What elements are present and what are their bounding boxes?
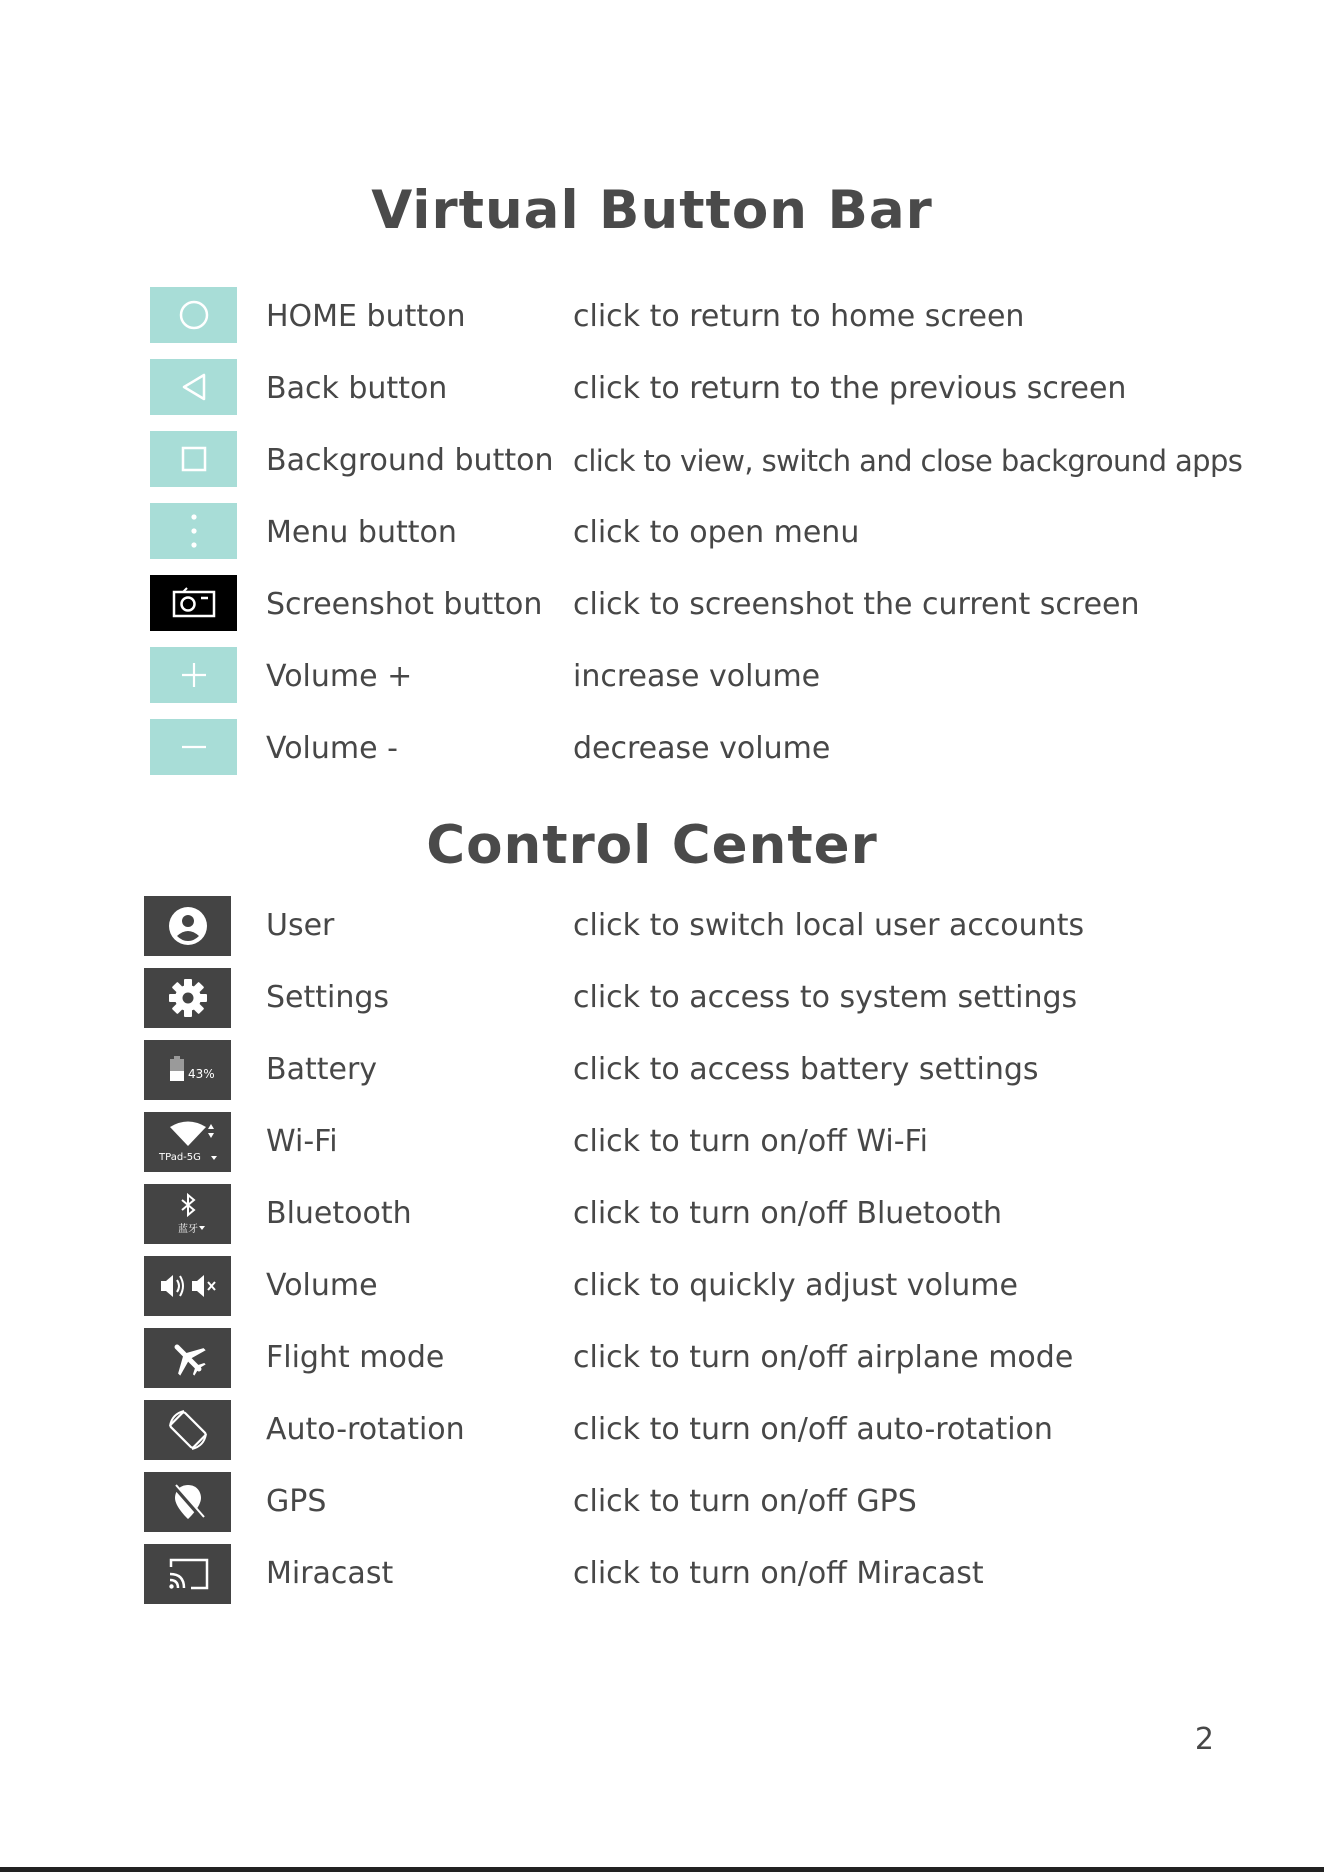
cc-name: User: [266, 908, 335, 943]
gear-icon[interactable]: [144, 968, 231, 1028]
cc-name: Wi-Fi: [266, 1124, 338, 1159]
vb-row-home: [0, 287, 1324, 347]
vb-desc: click to screenshot the current screen: [573, 587, 1140, 622]
cc-name: Volume: [266, 1268, 378, 1303]
wifi-icon[interactable]: [144, 1112, 231, 1172]
cc-name: Flight mode: [266, 1340, 445, 1375]
vb-row-background: [0, 431, 1324, 491]
rotation-icon[interactable]: [144, 1400, 231, 1460]
cc-desc: click to turn on/off GPS: [573, 1484, 917, 1519]
cc-row-miracast: [0, 1544, 1324, 1604]
battery-percent: 43%: [187, 1067, 215, 1081]
vb-desc: increase volume: [573, 659, 821, 694]
vb-name: Volume +: [266, 659, 413, 694]
user-icon[interactable]: [144, 896, 231, 956]
cc-row-auto-rotation: [0, 1400, 1324, 1460]
vb-name: Screenshot button: [266, 587, 543, 622]
triangle-back-icon[interactable]: [150, 359, 237, 415]
cc-name: GPS: [266, 1484, 327, 1519]
cc-row-volume: [0, 1256, 1324, 1316]
vb-desc: click to return to home screen: [573, 299, 1025, 334]
cast-icon[interactable]: [144, 1544, 231, 1604]
control-center-title: Control Center: [426, 815, 878, 876]
cc-row-settings: [0, 968, 1324, 1028]
vb-name: Volume -: [266, 731, 398, 766]
wifi-ssid: TPad-5G: [158, 1152, 201, 1163]
vb-desc: decrease volume: [573, 731, 831, 766]
cc-row-battery: [0, 1040, 1324, 1100]
vb-row-volume-up: [0, 647, 1324, 707]
cc-row-bluetooth: [0, 1184, 1324, 1244]
vb-name: Back button: [266, 371, 448, 406]
gps-off-icon[interactable]: [144, 1472, 231, 1532]
vb-desc: click to view, switch and close background apps: [573, 444, 1243, 478]
vb-name: Background button: [266, 443, 554, 478]
cc-desc: click to access to system settings: [573, 980, 1078, 1015]
cc-desc: click to turn on/off airplane mode: [573, 1340, 1074, 1375]
vb-desc: click to return to the previous screen: [573, 371, 1127, 406]
cc-desc: click to turn on/off Miracast: [573, 1556, 984, 1591]
vb-desc: click to open menu: [573, 515, 860, 550]
circle-home-icon[interactable]: [150, 287, 237, 343]
camera-screenshot-icon[interactable]: [150, 575, 237, 631]
cc-name: Auto-rotation: [266, 1412, 465, 1447]
cc-row-gps: [0, 1472, 1324, 1532]
minus-icon[interactable]: [150, 719, 237, 775]
cc-name: Bluetooth: [266, 1196, 412, 1231]
cc-name: Miracast: [266, 1556, 394, 1591]
cc-name: Settings: [266, 980, 390, 1015]
bottom-edge: [0, 1867, 1324, 1872]
cc-name: Battery: [266, 1052, 378, 1087]
battery-icon[interactable]: [144, 1040, 231, 1100]
cc-desc: click to turn on/off Bluetooth: [573, 1196, 1003, 1231]
cc-desc: click to switch local user accounts: [573, 908, 1085, 943]
bluetooth-label: 蓝牙: [177, 1224, 198, 1235]
cc-desc: click to turn on/off Wi-Fi: [573, 1124, 928, 1159]
vb-row-back: [0, 359, 1324, 419]
cc-desc: click to access battery settings: [573, 1052, 1039, 1087]
cc-desc: click to quickly adjust volume: [573, 1268, 1018, 1303]
vb-row-screenshot: [0, 575, 1324, 635]
cc-row-flight-mode: [0, 1328, 1324, 1388]
cc-row-wifi: [0, 1112, 1324, 1172]
virtual-button-bar-title: Virtual Button Bar: [371, 180, 933, 241]
vb-row-volume-down: [0, 719, 1324, 779]
volume-icon[interactable]: [144, 1256, 231, 1316]
vb-row-menu: [0, 503, 1324, 563]
vb-name: Menu button: [266, 515, 457, 550]
plus-icon[interactable]: [150, 647, 237, 703]
vb-name: HOME button: [266, 299, 466, 334]
vertical-dots-menu-icon[interactable]: [150, 503, 237, 559]
cc-row-user: [0, 896, 1324, 956]
airplane-icon[interactable]: [144, 1328, 231, 1388]
bluetooth-icon[interactable]: [144, 1184, 231, 1244]
square-recent-icon[interactable]: [150, 431, 237, 487]
cc-desc: click to turn on/off auto-rotation: [573, 1412, 1053, 1447]
page-number: 2: [1194, 1722, 1214, 1757]
